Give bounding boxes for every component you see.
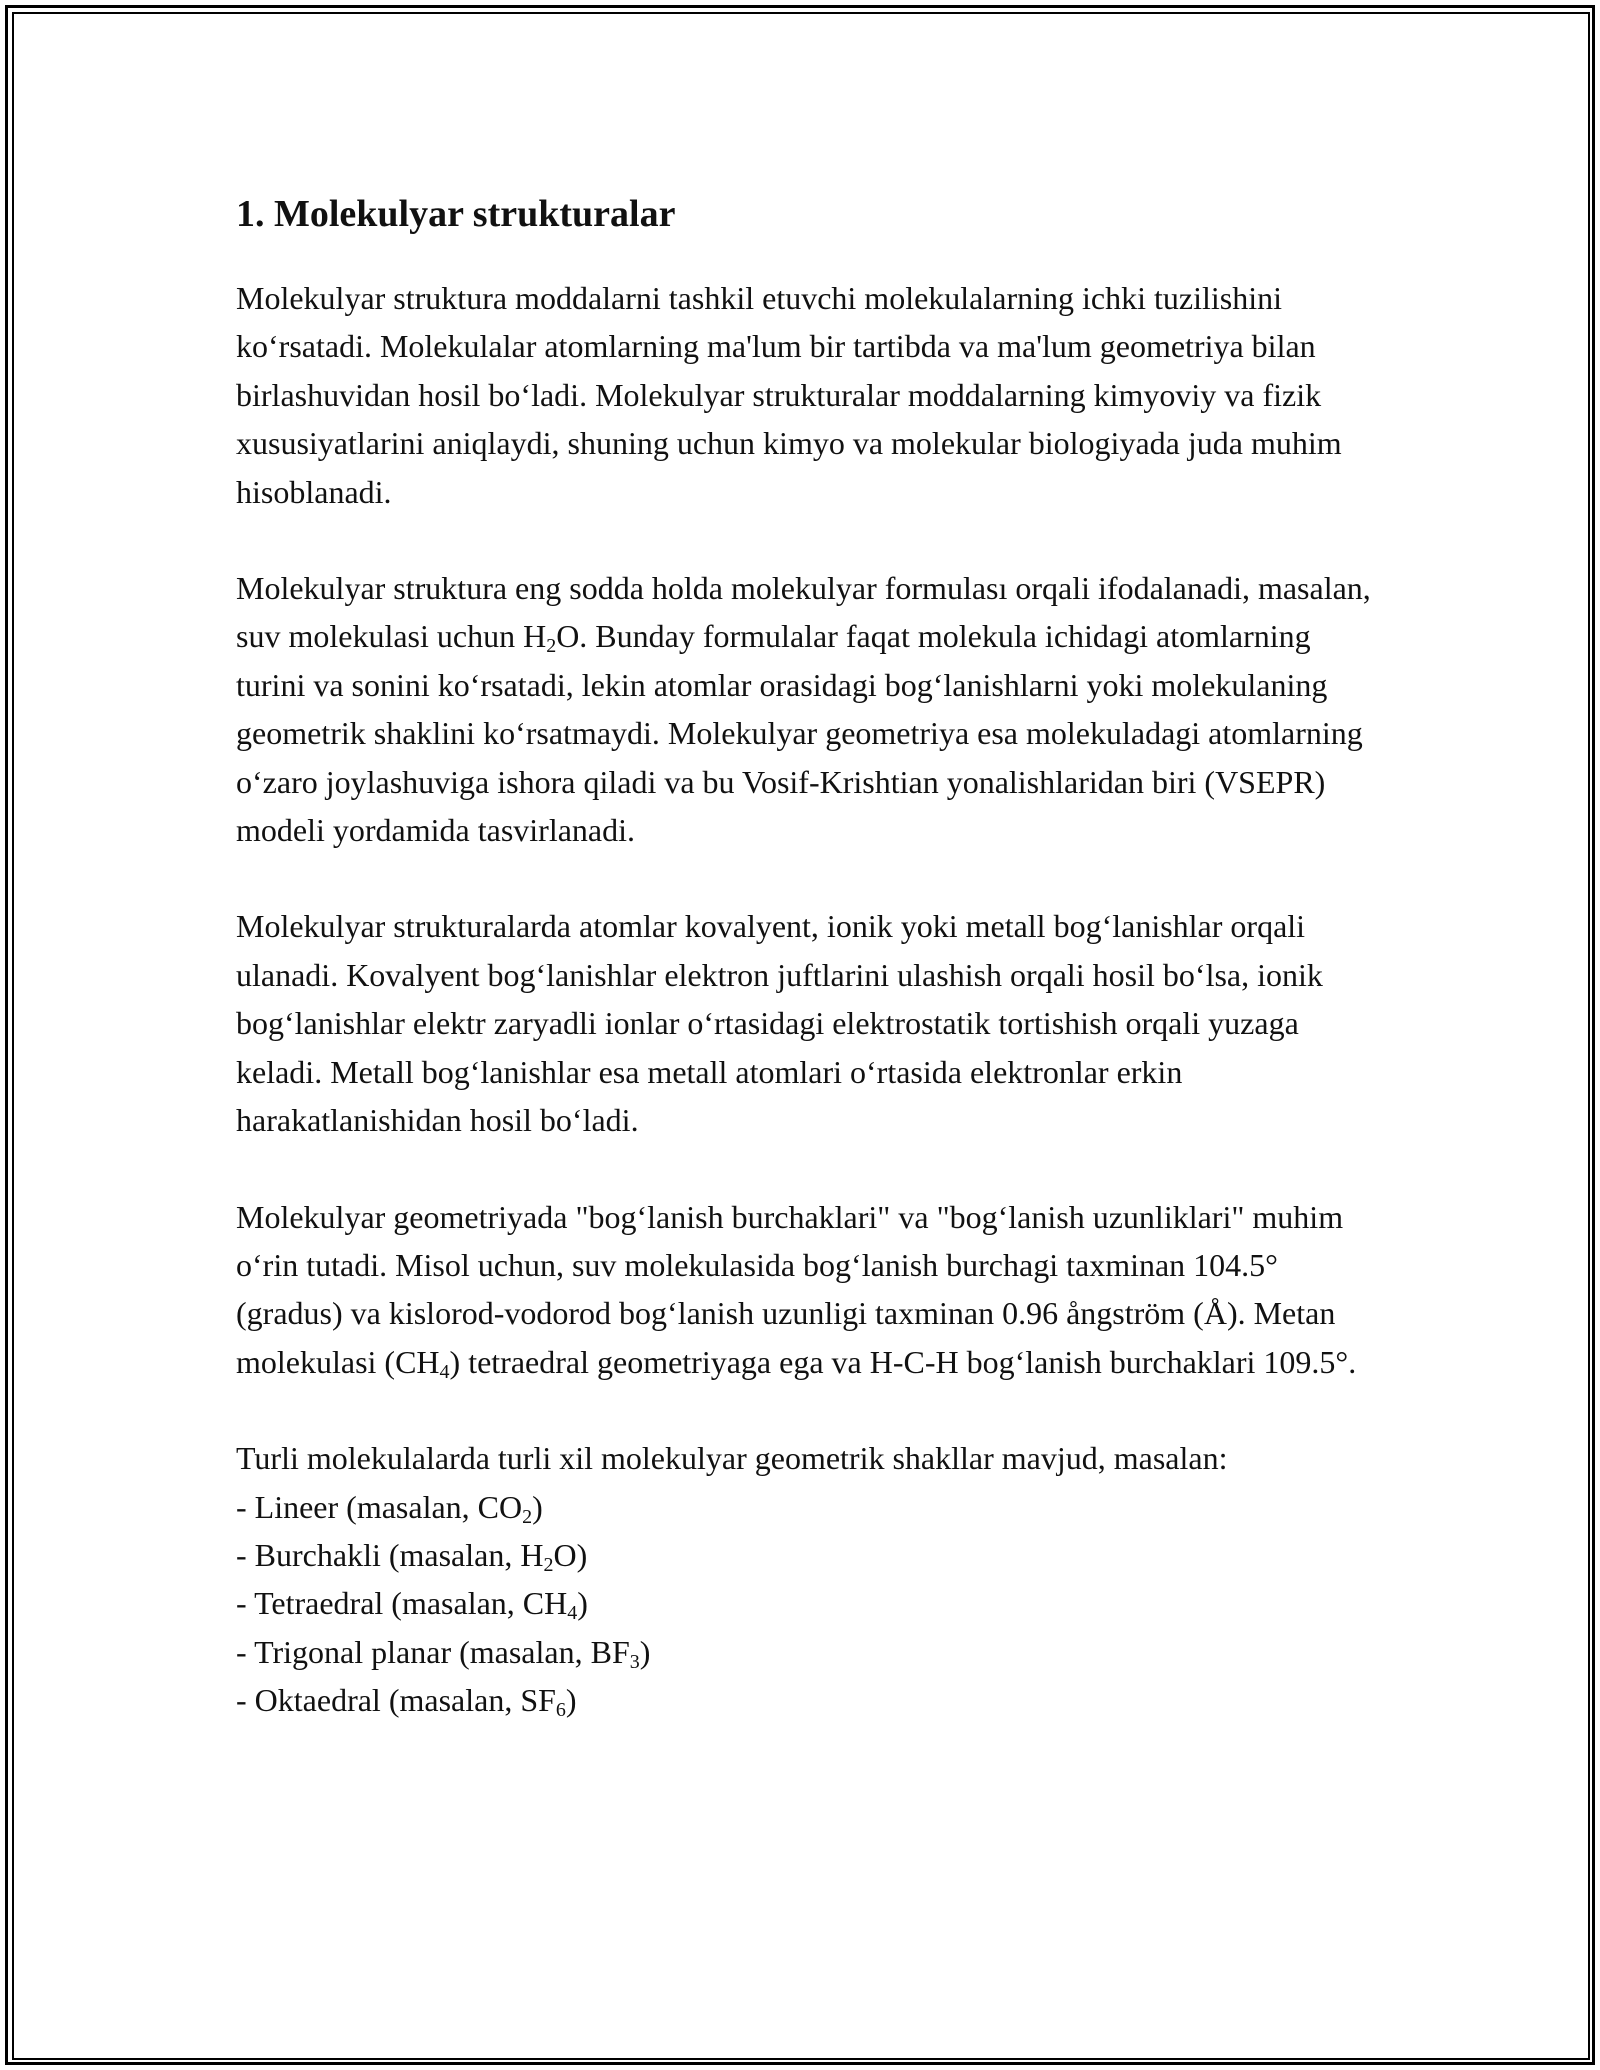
list-item-text: - Burchakli (masalan, H	[236, 1536, 544, 1573]
list-intro: Turli molekulalarda turli xil molekulyar geometrik shakllar mavjud, masalan:	[236, 1440, 1228, 1477]
list-item-text: - Trigonal planar (masalan, BF	[236, 1633, 630, 1670]
subscript: 2	[546, 635, 557, 658]
subscript: 3	[629, 1650, 640, 1673]
list-item-text-end: O)	[553, 1536, 588, 1573]
list-item	[236, 1676, 1376, 1724]
geometry-list	[236, 1434, 1376, 1724]
paragraph-geometry-text-a: Molekulyar geometriyada "bog‘lanish burchaklari" va "bog‘lanish uzunliklari" muhim o‘rin tutadi. Misol uchun, suv molekulasida bog‘lanish burchagi taxminan 104.5° (gradus) va kislorod-vodorod bog‘lanish uzunligi taxminan 0.96 ångström (Å). Metan molekulasi (CH	[236, 1198, 1344, 1380]
list-item	[236, 1483, 1376, 1531]
list-item-text-end: )	[639, 1633, 651, 1670]
subscript: 6	[555, 1699, 566, 1722]
subscript: 4	[439, 1360, 450, 1383]
list-item	[236, 1628, 1376, 1676]
paragraph-bonds: Molekulyar strukturalarda atomlar kovalyent, ionik yoki metall bog‘lanishlar orqali ulanadi. Kovalyent bog‘lanishlar elektron juftlarini ulashish orqali hosil bo‘lsa, ionik bog‘lanishlar elektr zaryadli ionlar o‘rtasidagi elektrostatik tortishish orqali yuzaga keladi. Metall bog‘lanishlar esa metall atomlari o‘rtasida elektronlar erkin harakatlanishidan hosil bo‘ladi.	[236, 908, 1323, 1139]
subscript: 2	[522, 1505, 533, 1528]
paragraph-formula	[236, 564, 1376, 854]
paragraph-geometry	[236, 1193, 1376, 1387]
paragraph-formula-text-b: O. Bunday formulalar faqat molekula ichidagi atomlarning turini va sonini ko‘rsatadi, lekin atomlar orasidagi bog‘lanishlarni yoki molekulaning geometrik shaklini ko‘rsatmaydi. Molekulyar geometriya esa molekuladagi atomlarning o‘zaro joylashuviga ishora qiladi va bu Vosif-Krishtian yonalishlaridan biri (VSEPR) modeli yordamida tasvirlanadi.	[236, 618, 1363, 849]
subscript: 4	[567, 1602, 578, 1625]
list-item-text: - Lineer (masalan, CO	[236, 1488, 523, 1525]
list-item-text-end: )	[565, 1682, 577, 1719]
list-item	[236, 1579, 1376, 1627]
list-item-text-end: )	[577, 1585, 588, 1622]
list-item-text: - Tetraedral (masalan, CH	[236, 1585, 568, 1622]
paragraph-intro: Molekulyar struktura moddalarni tashkil etuvchi molekulalarning ichki tuzilishini ko‘rsatadi. Molekulalar atomlarning ma'lum bir tartibda va ma'lum geometriya bilan birlashuvidan hosil bo‘ladi. Molekulyar strukturalar moddalarning kimyoviy va fizik xususiyatlarini aniqlaydi, shuning uchun kimyo va molekular biologiyada juda muhim hisoblanadi.	[236, 280, 1342, 510]
list-item-text-end: )	[532, 1488, 543, 1525]
paragraph-formula-text-a: Molekulyar struktura eng sodda holda molekulyar formulası orqali ifodalanadi, masalan, suv molekulasi uchun H	[236, 570, 1371, 655]
paragraph-geometry-text-b: ) tetraedral geometriyaga ega va H-C-H bog‘lanish burchaklari 109.5°.	[449, 1343, 1357, 1380]
list-item-text: - Oktaedral (masalan, SF	[236, 1682, 556, 1719]
section-heading: 1. Molekulyar strukturalar	[236, 193, 676, 235]
list-item	[236, 1531, 1376, 1579]
document-body	[236, 186, 1376, 1725]
subscript: 2	[543, 1553, 554, 1576]
